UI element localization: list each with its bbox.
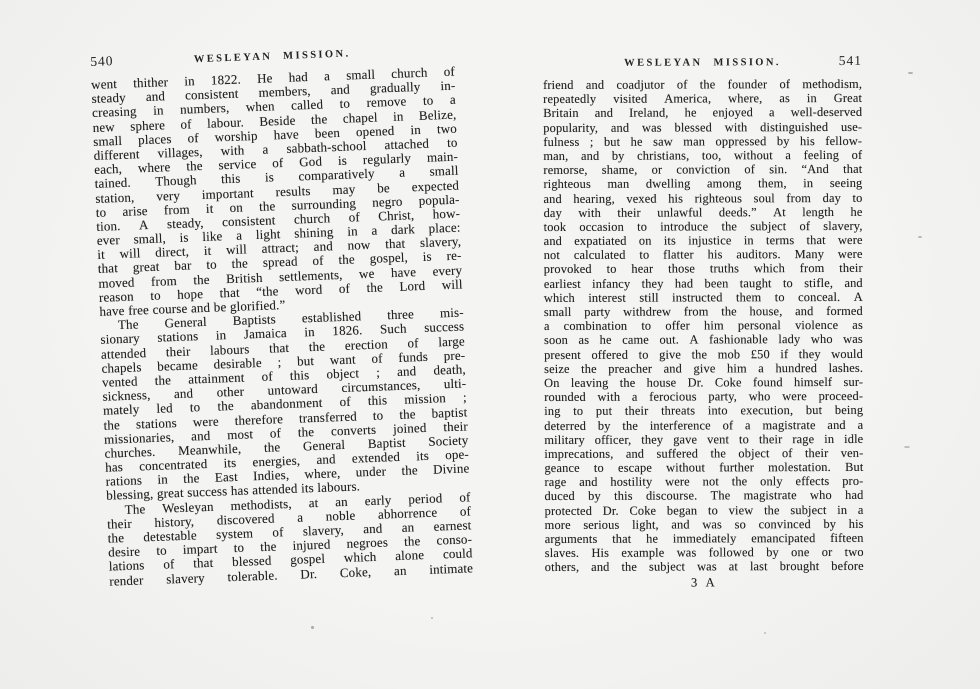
text-line: lations of that blessed gospel which alone could xyxy=(108,545,473,575)
text-line: moved from the British settlements, we have every xyxy=(98,262,463,291)
text-line: rounded with a ferocious party, who were proceed- xyxy=(544,389,864,405)
text-line: mately led to the abandonment of this mission ; xyxy=(102,389,467,419)
text-line: imprecations, and suffered the object of their ven- xyxy=(544,445,864,461)
text-line: arguments that he immediately emancipated fifteen xyxy=(544,530,864,546)
text-line: sickness, and other untoward circumstances, ulti- xyxy=(102,375,467,404)
text-line: not calculated to flatter his auditors. Many were xyxy=(543,247,863,263)
page-number: 541 xyxy=(838,52,863,68)
text-line: duced by this discourse. The magistrate who had xyxy=(544,488,864,504)
text-line: small party withdrew from the house, and formed xyxy=(543,303,863,319)
ink-speck xyxy=(764,632,766,634)
text-line: Britain and Ireland, he enjoyed a well-deserved xyxy=(543,105,863,121)
text-line: day with their unlawful deeds.” At length he xyxy=(543,204,863,220)
text-line: different villages, with a sabbath-school attached to xyxy=(93,134,458,163)
text-line: rage and hostility were not the only effects pro- xyxy=(544,474,864,490)
signature-mark: 3 A xyxy=(690,574,718,590)
text-line: fulness ; but he saw man oppressed by his fellow- xyxy=(543,133,863,149)
text-line: went thither in 1822. He had a small church of xyxy=(90,63,456,92)
left-page xyxy=(90,41,473,589)
right-page xyxy=(543,53,864,590)
text-line: On leaving the house Dr. Coke found himself sur- xyxy=(544,374,864,390)
text-line: man, and by christians, too, without a feeling of xyxy=(543,147,863,163)
text-line: popularity, and was blessed with distinguished use- xyxy=(543,119,863,135)
text-line: it will direct, it will attract; and now that slavery, xyxy=(97,233,462,263)
text-line: remorse, shame, or conviction of sin. “And that xyxy=(543,162,863,178)
text-line: to arise from it on the surrounding negro popula- xyxy=(95,191,460,220)
text-line: and hearing, vexed his righteous soul from day to xyxy=(543,190,863,206)
text-line: their history, discovered a noble abhorrence of xyxy=(106,503,472,532)
text-line: the detestable system of slavery, and an earnest xyxy=(107,517,472,546)
text-line: churches. Meanwhile, the General Baptist Society xyxy=(104,432,469,461)
header-spacer xyxy=(390,53,454,55)
text-line: desire to impart to the injured negroes the conso- xyxy=(107,531,473,560)
ink-speck xyxy=(311,626,314,629)
text-line: each, where the service of God is regularly main- xyxy=(93,148,459,178)
text-line: and expatiated on its injustice in terms that were xyxy=(543,232,863,249)
text-line: station, very important results may be expected xyxy=(95,177,460,206)
ink-speck xyxy=(918,236,922,238)
text-line: protected Dr. Coke began to view the subject in a xyxy=(544,502,864,518)
text-line: slaves. His example was followed by one or two xyxy=(544,545,864,561)
text-line: steady and consistent members, and gradually in- xyxy=(91,77,456,107)
left-page-body xyxy=(91,65,473,589)
text-line: provoked to hear those truths which from their xyxy=(543,261,863,277)
running-head: WESLEYAN MISSION. xyxy=(624,57,781,69)
text-line: new sphere of labour. Beside the chapel in Belize, xyxy=(92,106,457,135)
text-line: small places of worship have been opened in two xyxy=(92,120,458,149)
text-line: The General Baptists established three mis- xyxy=(117,304,464,333)
text-line: reason to hope that “the word of the Lord will xyxy=(98,276,463,305)
text-line: a combination to offer him personal violence as xyxy=(543,318,863,334)
right-page-header xyxy=(543,53,862,70)
text-line: earliest infancy they had been taught to stifle, and xyxy=(543,275,863,291)
text-line: righteous man dwelling among them, in seeing xyxy=(543,176,863,192)
text-line: render slavery tolerable. Dr. Coke, an intimate xyxy=(109,559,474,589)
text-line: that great bar to the spread of the gospel, is re- xyxy=(97,247,462,277)
text-line: sionary stations in Jamaica in 1826. Such success xyxy=(100,318,465,348)
text-line: friend and coadjutor of the founder of methodism, xyxy=(543,76,863,92)
text-line: more serious light, and was so convinced by his xyxy=(544,516,864,532)
text-line: present offered to give the mob £50 if they would xyxy=(544,346,864,362)
text-line: creasing in numbers, when called to remove to a xyxy=(91,92,457,121)
text-line: blessing, great success has attended its labours. xyxy=(105,478,361,504)
ink-speck xyxy=(431,617,433,619)
text-line: attended their labours that the erection of large xyxy=(100,333,466,362)
text-line: military officer, they gave vent to their rage in idle xyxy=(544,431,864,447)
text-line: rations in the East Indies, where, under the Divine xyxy=(105,460,470,489)
text-line: geance to escape without further molestation. But xyxy=(544,459,864,476)
text-line: the stations were therefore transferred to the baptist xyxy=(103,403,468,433)
ink-speck xyxy=(908,72,913,74)
ink-speck xyxy=(904,446,910,448)
text-line: took occasion to introduce the subject of slavery, xyxy=(543,218,863,234)
text-line: tion. A steady, consistent church of Christ, how- xyxy=(96,205,461,234)
text-line: which interest still instructed them to conceal. A xyxy=(543,289,863,305)
text-line: deterred by the interference of a magistrate and a xyxy=(544,417,864,433)
text-line: have free course and be glorified.” xyxy=(99,297,286,319)
text-line: repeatedly visited America, where, as in Great xyxy=(543,91,863,107)
right-page-body xyxy=(543,77,864,575)
text-line: ing to put their threats into execution, but being xyxy=(544,403,864,419)
text-line: seize the preacher and give him a hundred lashes. xyxy=(544,360,864,376)
text-line: ever small, is like a light shining in a dark place: xyxy=(96,219,461,248)
text-line: has concentrated its energies, and extended its ope- xyxy=(104,446,470,475)
running-head: WESLEYAN MISSION. xyxy=(193,48,351,66)
text-line: missionaries, and most of the converts joined their xyxy=(103,418,469,447)
text-line: chapels became desirable ; but want of funds pre- xyxy=(101,347,466,376)
text-line: soon as he came out. A fashionable lady who was xyxy=(543,332,863,348)
text-line: tained. Though this is comparatively a small xyxy=(94,162,459,192)
text-line: others, and the subject was at last brought before xyxy=(544,559,864,575)
page-number: 540 xyxy=(90,53,114,69)
text-line: The Wesleyan methodists, at an early period of xyxy=(124,488,471,517)
text-line: vented the attainment of this object ; and death, xyxy=(101,361,466,390)
